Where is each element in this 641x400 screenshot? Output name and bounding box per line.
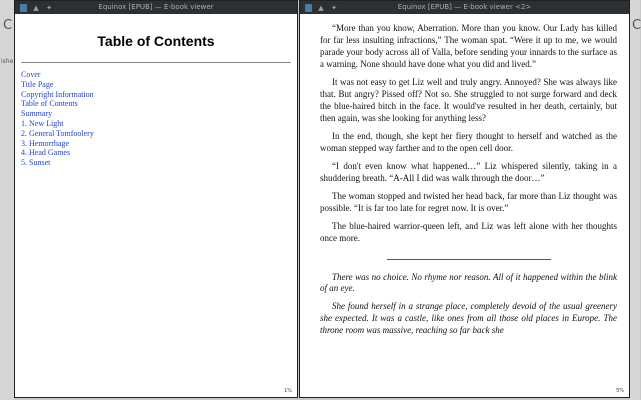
- ebook-viewer-icon[interactable]: [18, 3, 28, 13]
- paragraph: The blue-haired warrior-queen left, and Liz was left alone with her thoughts once more.: [320, 220, 617, 243]
- book-page-view[interactable]: [15, 14, 297, 397]
- italic-paragraph: She found herself in a strange place, completely devoid of the usual greenery she expected. It was a castle, like ones from all those old places in Europe. The throne room was massive, reaching so far back she: [320, 301, 617, 336]
- window-title: Equinox [EPUB] — E-book viewer: [98, 3, 214, 11]
- book-page-view[interactable]: [300, 14, 629, 397]
- toc-link-chapter-3[interactable]: 3. Hemorrhage: [21, 138, 69, 148]
- paragraph: “I don't even know what happened…” Liz whispered silently, taking in a shuddering breath. “A-All I did was walk through the door…”: [320, 160, 617, 183]
- keep-above-icon[interactable]: ▲: [318, 3, 324, 12]
- paragraph: It was not easy to get Liz well and truly angry. Annoyed? She was always like that. But angry? Pissed off? Not so. She struggled to not surge forward and deck the blue-haired bitch in the face. It would've resulted in her death, certainly, but then again, was she looking for anything less?: [320, 76, 617, 123]
- ebook-viewer-window-toc[interactable]: [14, 0, 298, 398]
- reading-progress: 5%: [616, 388, 624, 394]
- desktop-background-left: [0, 0, 14, 400]
- toc-divider: [21, 62, 291, 63]
- pin-icon[interactable]: ✦: [331, 3, 337, 12]
- toc-link-chapter-1[interactable]: 1. New Light: [21, 118, 64, 128]
- toc-link-chapter-5[interactable]: 5. Sunset: [21, 158, 51, 168]
- toc-link-title-page[interactable]: Title Page: [21, 79, 54, 89]
- toc-link-chapter-4[interactable]: 4. Head Games: [21, 148, 71, 158]
- toc-link-chapter-2[interactable]: 2. General Tomfoolery: [21, 128, 94, 138]
- paragraph: The woman stopped and twisted her head back, far more than Liz thought was possible. “It is far too late for regret now. It is over.”: [320, 190, 617, 213]
- ebook-viewer-window-text[interactable]: [299, 0, 630, 398]
- toc-list: [21, 70, 94, 168]
- toc-link-copyright[interactable]: Copyright Information: [21, 89, 94, 99]
- scene-break-divider: [387, 259, 551, 260]
- desktop-background-right: [630, 0, 640, 400]
- background-window-text: ishe: [1, 58, 14, 65]
- background-window-letter-right: C: [632, 18, 641, 33]
- italic-paragraph: There was no choice. No rhyme nor reason. All of it happened within the blink of an eye.: [320, 271, 617, 294]
- background-window-letter: C: [3, 18, 13, 33]
- window-titlebar[interactable]: [15, 1, 297, 14]
- ebook-viewer-icon[interactable]: [303, 3, 313, 13]
- pin-icon[interactable]: ✦: [46, 3, 52, 12]
- paragraph: In the end, though, she kept her fiery thought to herself and watched as the woman stepped way farther and to the open cell door.: [320, 130, 617, 153]
- window-titlebar[interactable]: [300, 1, 629, 14]
- toc-link-summary[interactable]: Summary: [21, 109, 53, 119]
- toc-link-cover[interactable]: Cover: [21, 70, 41, 79]
- reading-progress: 1%: [284, 388, 292, 394]
- window-title: Equinox [EPUB] — E-book viewer <2>: [397, 3, 532, 11]
- toc-heading: Table of Contents: [97, 33, 215, 49]
- chapter-text: [320, 23, 617, 343]
- keep-above-icon[interactable]: ▲: [33, 3, 39, 12]
- paragraph: “More than you know, Aberration. More than you know. Our Lady has killed for far less insulting infractions,” The woman spat. “Were it up to me, we would parade your body across all of Valla, before sending your innards to the surface as a warning. None should have done what you did and lived.”: [320, 23, 617, 69]
- toc-link-table-of-contents[interactable]: Table of Contents: [21, 99, 78, 109]
